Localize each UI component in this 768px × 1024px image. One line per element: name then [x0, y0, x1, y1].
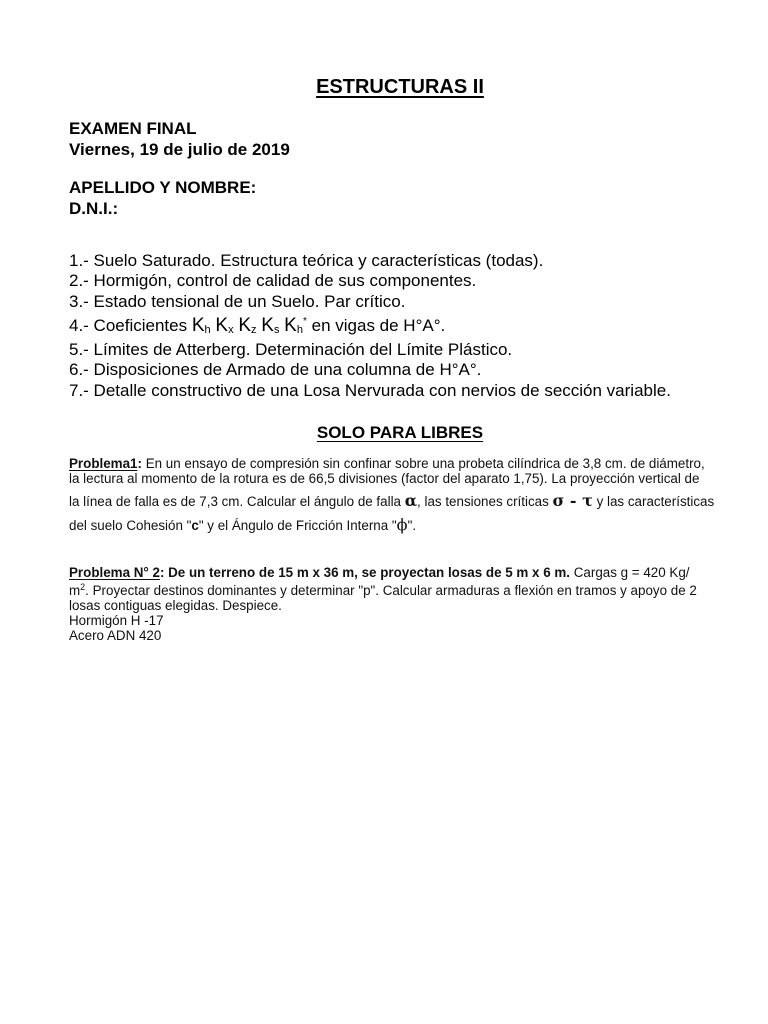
question-item-4: [69, 312, 671, 340]
problem-1-label: Problema1: [69, 456, 138, 471]
coef-ks: Ks: [261, 314, 280, 336]
student-info: [69, 177, 256, 219]
question-4-suffix: en vigas de H°A°.: [311, 315, 446, 335]
student-name-label: APELLIDO Y NOMBRE:: [69, 178, 257, 197]
student-id-label: D.N.I.:: [69, 199, 119, 218]
question-list: [69, 251, 671, 401]
problem-1-line-2: la lectura al momento de la rotura es de 66,5 divisiones (factor del aparato 1,75). La proyección vertical de: [69, 471, 700, 486]
alpha-symbol: α: [404, 491, 418, 510]
problem-1: [69, 456, 761, 533]
problem-2-concrete: Hormigón H -17: [69, 613, 164, 628]
phi-symbol: ϕ: [396, 515, 408, 534]
document-title: ESTRUCTURAS II: [316, 76, 484, 98]
exam-type: EXAMEN FINAL: [69, 119, 197, 138]
question-item: 7.- Detalle constructivo de una Losa Nervurada con nervios de sección variable.: [69, 380, 671, 400]
section-title: SOLO PARA LIBRES: [316, 423, 484, 442]
problem-2-line-3: losas contiguas elegidas. Despiece.: [69, 598, 282, 613]
question-item: 6.- Disposiciones de Armado de una columna de H°A°.: [69, 360, 482, 380]
exam-header: [69, 118, 290, 160]
problem-1-line-1: Problema1: En un ensayo de compresión sin confinar sobre una probeta cilíndrica de 3,8 cm. de diámetro,: [69, 456, 705, 471]
coef-kh-star: Kh*: [284, 314, 307, 336]
problem-2: [69, 565, 761, 643]
problem-1-line-4: del suelo Cohesión "c" y el Ángulo de Fricción Interna "ϕ".: [69, 515, 417, 534]
problem-2-label: Problema N° 2: [69, 565, 160, 580]
coef-kz: Kz: [238, 314, 257, 336]
question-item: 2.- Hormigón, control de calidad de sus componentes.: [69, 271, 477, 291]
question-4-prefix: 4.- Coeficientes: [69, 315, 188, 335]
problem-1-line-3: la línea de falla es de 7,3 cm. Calcular el ángulo de falla α, las tensiones críticas σ - τ y las características: [69, 491, 715, 510]
coef-kh: Kh: [191, 314, 211, 336]
exam-date: Viernes, 19 de julio de 2019: [69, 140, 290, 159]
problem-2-line-2: $m^2$. Proyectar destinos dominantes y determinar "p". Calcular armaduras a flexión en tramos y apoyo de 2: [69, 582, 697, 598]
question-item: 3.- Estado tensional de un Suelo. Par crítico.: [69, 291, 406, 311]
problem-2-line-1: Problema N° 2: De un terreno de 15 m x 36 m, se proyectan losas de 5 m x 6 m. Cargas g = 420 Kg/: [69, 565, 690, 580]
coef-kx: Kx: [215, 314, 234, 336]
question-item: 1.- Suelo Saturado. Estructura teórica y características (todas).: [69, 251, 544, 270]
question-item: 5.- Límites de Atterberg. Determinación del Límite Plástico.: [69, 340, 513, 360]
problem-2-steel: Acero ADN 420: [69, 628, 162, 643]
cohesion-symbol: c: [191, 518, 199, 533]
sigma-tau-symbol: σ - τ: [552, 491, 593, 510]
